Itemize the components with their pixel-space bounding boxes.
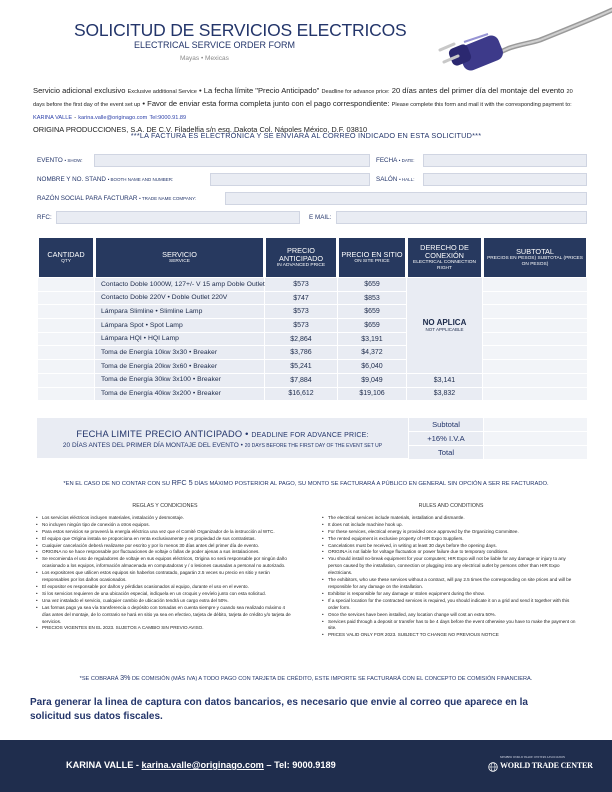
header-onsite-main: PRECIO EN SITIO xyxy=(341,249,403,259)
booth-label-en: • BOOTH NAME AND NUMBER: xyxy=(107,177,174,182)
list-item: • Los expositores que utilicen estos equipos sin haberlos contratado, pagarán 2.5 veces su precio en sitio y serán responsables por los daños ocasionados. xyxy=(36,570,294,584)
list-item: • Los servicios eléctricos incluyen materiales, instalación y desmontaje. xyxy=(36,515,294,522)
contact-email-link[interactable]: karina.valle@originago.com xyxy=(78,115,148,121)
company-label xyxy=(37,192,196,205)
rfc-note xyxy=(0,478,612,487)
list-item: • Once the services have been installed, any location change will cost an extra 50%. xyxy=(322,612,580,619)
list-item: • Las formas pago ya sea vía transferencia o depósito con tomadas en cuenta siempre y cuando sea realizado máximo 4 días antes del montaje, de lo contrario se hará en sitio ya sea en efectivo, tarjeta de débito, tarjeta de crédito y/o tarjeta de servicios. xyxy=(36,605,294,626)
rfc-note-big: RFC 5 xyxy=(171,478,193,487)
service-cell: Contacto Doble 220V • Doble Outlet 220V xyxy=(95,292,264,306)
list-item: • El expositor es responsable por daños y pérdidas ocasionados al equipo, durante el uso en el evento. xyxy=(36,584,294,591)
deadline-box xyxy=(37,418,408,458)
company-label-es: RAZÓN SOCIAL PARA FACTURAR xyxy=(37,195,138,202)
header-onsite-price xyxy=(338,237,406,278)
subtotal-cell xyxy=(483,388,587,402)
header-subtotal-main: SUBTOTAL xyxy=(516,246,554,256)
footer-tel: – Tel: 9000.9189 xyxy=(266,760,336,770)
fee-note-big: 3% xyxy=(120,673,131,682)
deadline-line2-en: 20 DAYS BEFORE THE FIRST DAY OF THE EVENT SET UP xyxy=(244,443,383,449)
qty-cell[interactable] xyxy=(38,278,94,292)
header-service xyxy=(95,237,264,278)
date-label-es: FECHA xyxy=(376,157,397,164)
company-label-en: • TRADE NAME COMPANY: xyxy=(139,196,197,201)
advance-price-cell: $747 xyxy=(265,292,337,306)
connection-cell: $3,141 xyxy=(407,374,482,388)
header-connection-main: DERECHO DE CONEXIÓN xyxy=(420,242,469,260)
power-plug-icon xyxy=(430,0,612,72)
deadline-line2-es: 20 DÍAS ANTES DEL PRIMER DÍA MONTAJE DEL EVENTO • xyxy=(62,442,243,449)
advance-price-cell: $7,884 xyxy=(265,374,337,388)
onsite-price-cell: $659 xyxy=(338,305,406,319)
rules-es-list xyxy=(36,515,294,632)
list-item: • PRECIOS VIGENTES EN EL 2023. SUJETOS A CAMBIO SIN PREVIO AVISO. xyxy=(36,625,294,632)
not-applicable-cell xyxy=(407,278,482,374)
service-cell: Lámpara Slimline • Slimline Lamp xyxy=(95,305,264,319)
connection-cell: $3,832 xyxy=(407,388,482,402)
table-row xyxy=(38,292,587,306)
qty-cell[interactable] xyxy=(38,319,94,333)
table-row xyxy=(38,360,587,374)
list-item: • No incluyen ningún tipo de conexión a otros equipos. xyxy=(36,522,294,529)
hall-label xyxy=(376,173,414,186)
list-item: • Cualquier cancelación deberá realizarse por escrito y por lo menos 30 días antes del primer día de evento. xyxy=(36,543,294,550)
header-service-main: SERVICIO xyxy=(162,249,197,259)
qty-cell[interactable] xyxy=(38,305,94,319)
service-cell: Contacto Doble 1000W, 127+/- V 15 amp Doble Outlet xyxy=(95,278,264,292)
table-row xyxy=(38,388,587,402)
rfc-field[interactable] xyxy=(56,211,300,224)
page-title: SOLICITUD DE SERVICIOS ELECTRICOS xyxy=(74,20,407,40)
event-label-es: EVENTO xyxy=(37,157,63,164)
globe-logo-icon xyxy=(488,762,498,772)
deadline-line2 xyxy=(37,442,408,449)
onsite-price-cell: $853 xyxy=(338,292,406,306)
table-row xyxy=(38,278,587,292)
service-cell: Lámpara HQI • HQI Lamp xyxy=(95,333,264,347)
header-advance-price xyxy=(265,237,337,278)
onsite-price-cell: $659 xyxy=(338,278,406,292)
intro-p3: 20 días antes del primer día del montaje del evento xyxy=(391,86,565,95)
rules-en-list xyxy=(322,515,580,639)
list-item: • Para estos servicios se proveerá la energía eléctrica una vez que el Comité Organizador de la instrucción al WTC. xyxy=(36,529,294,536)
table-row xyxy=(38,319,587,333)
list-item: • ORIGINA is not liable for voltage fluctuation or power failure due to temporary conditions. xyxy=(322,549,580,556)
service-cell: Toma de Energía 10kw 3x30 • Breaker xyxy=(95,346,264,360)
list-item: • The rented equipment is exclusive property of HIR Expo Suppliers. xyxy=(322,536,580,543)
subtotal-cell xyxy=(483,292,587,306)
event-label xyxy=(37,154,83,167)
wtc-name: WORLD TRADE CENTER xyxy=(500,761,593,770)
table-row xyxy=(38,333,587,347)
intro-p1-en: Exclusive additional Service xyxy=(127,89,197,95)
subtotal-cell xyxy=(483,374,587,388)
company-field[interactable] xyxy=(225,192,587,205)
subtotal-cell xyxy=(483,333,587,347)
page-subtitle: ELECTRICAL SERVICE ORDER FORM xyxy=(134,40,296,50)
subtotal-cell xyxy=(483,278,587,292)
qty-cell[interactable] xyxy=(38,346,94,360)
header-connection-sub: ELECTRICAL CONNECTION RIGHT xyxy=(413,259,476,271)
advance-price-cell: $573 xyxy=(265,305,337,319)
date-label-en: • DATE: xyxy=(398,158,415,163)
list-item: • Una vez instalado el servicio, cualquier cambio de ubicación tendrá un cargo extra del 50%. xyxy=(36,598,294,605)
onsite-price-cell: $6,040 xyxy=(338,360,406,374)
rules-spanish xyxy=(36,503,294,632)
qty-cell[interactable] xyxy=(38,360,94,374)
service-cell: Toma de Energía 20kw 3x60 • Breaker xyxy=(95,360,264,374)
rules-en-title: RULES AND CONDITIONS xyxy=(418,503,484,509)
services-table xyxy=(37,237,588,401)
rfc-note-post: DÍAS MÁXIMO POSTERIOR AL PAGO, SU MONTO SE FACTURARÁ A PÚBLICO EN GENERAL SIN OPCIÓN A SER RE FACTURADO. xyxy=(194,481,549,487)
header-qty xyxy=(38,237,94,278)
fee-note-pre: *SE COBRARÁ xyxy=(79,676,119,682)
wtc-logo xyxy=(488,754,592,780)
subtotal-label: Subtotal xyxy=(409,418,483,431)
header-connection-right xyxy=(407,237,482,278)
list-item: • You should install no-break equipment for your computers; HIR Expo will not be liable for any damage or injury to any person caused by the installation, connection or plugging into any electrical outlet by persons other than HIR Expo electricians. xyxy=(322,556,580,577)
list-item: • The electrical services include materials, installation and dismantle. xyxy=(322,515,580,522)
total-label: Total xyxy=(409,446,483,459)
intro-p4: • Favor de enviar esta forma completa junto con el pago correspondiente: xyxy=(142,99,390,108)
email-field[interactable] xyxy=(336,211,587,224)
not-applicable-label: NO APLICA xyxy=(422,317,467,327)
capture-line-instructions: Para generar la linea de captura con datos bancarios, es necesario que envie al correo que aparece en la solicitud sus datos fiscales. xyxy=(30,697,528,722)
intro-p2-en: Deadline for advance price: xyxy=(321,89,390,95)
booth-label xyxy=(37,173,173,186)
hall-label-en: • HALL: xyxy=(399,177,415,182)
iva-value xyxy=(484,432,587,445)
booth-field[interactable] xyxy=(210,173,370,186)
footer-name: KARINA VALLE xyxy=(66,760,134,770)
rfc-label: RFC: xyxy=(37,214,52,221)
event-label-en: • SHOW: xyxy=(64,158,83,163)
contact-name: KARINA VALLE xyxy=(33,115,73,121)
list-item: • ORIGINA no se hace responsable por fluctuaciones de voltaje o fallas de poder ajenas a sus instalaciones. xyxy=(36,549,294,556)
footer-email-link[interactable]: karina.valle@originago.com xyxy=(141,760,264,770)
list-item: • Se recomienda el uso de reguladores de voltaje en sus equipos eléctricos, Origina no será responsable por ningún daño ocasionado a los equipos, información almacenada en computadoras y / o lesiones causadas a personal no autorizado. xyxy=(36,556,294,570)
location-text: Mayas • Mexicas xyxy=(180,55,229,62)
list-item: • El equipo que Origina instala se proporciona en renta exclusivamente y es propiedad de sus contratistas. xyxy=(36,536,294,543)
subtotal-value xyxy=(484,418,587,431)
advance-price-cell: $5,241 xyxy=(265,360,337,374)
intro-p4-en: Please complete this form and mail it with the corresponding payment to: xyxy=(391,102,572,108)
qty-cell[interactable] xyxy=(38,292,94,306)
advance-price-cell: $16,612 xyxy=(265,388,337,402)
advance-price-cell: $573 xyxy=(265,278,337,292)
qty-cell[interactable] xyxy=(38,388,94,402)
hall-field[interactable] xyxy=(423,173,587,186)
invoice-notice: ***LA FACTURA ES ELECTRÓNICA Y SE ENVIARÁ AL CORREO INDICADO EN ESTA SOLICITUD*** xyxy=(130,131,482,140)
header-subtotal xyxy=(483,237,587,278)
service-cell: Toma de Energía 30kw 3x100 • Breaker xyxy=(95,374,264,388)
intro-p1: Servicio adicional exclusivo xyxy=(33,86,126,95)
header-advance-sub: IN ADVANCED PRICE xyxy=(276,262,326,268)
booth-label-es: NOMBRE Y NO. STAND xyxy=(37,176,106,183)
header-service-sub: SERVICE xyxy=(169,258,190,264)
footer-contact: KARINA VALLE - karina.valle@originago.com – Tel: 9000.9189 xyxy=(66,760,336,770)
commission-note xyxy=(0,673,612,682)
iva-label: +16% I.V.A xyxy=(409,432,483,445)
service-cell: Lámpara Spot • Spot Lamp xyxy=(95,319,264,333)
intro-p2: • La fecha límite "Precio Anticipado" xyxy=(199,86,320,95)
subtotal-cell xyxy=(483,346,587,360)
total-value xyxy=(484,446,587,459)
header-qty-sub: QTY xyxy=(61,258,71,264)
onsite-price-cell: $9,049 xyxy=(338,374,406,388)
table-row xyxy=(38,305,587,319)
list-item: • The exhibitors, who use these services without a contract, will pay 2.5 times the corresponding on site prices and will be responsible for any damage on the installation. xyxy=(322,577,580,591)
advance-price-cell: $3,786 xyxy=(265,346,337,360)
fee-note-post: DE COMISIÓN (MÁS IVA) A TODO PAGO CON TARJETA DE CRÉDITO, ESTE IMPORTE SE FACTURARÁ CON EL CONCEPTO DE COMISIÓN FINANCIERA. xyxy=(132,676,533,682)
list-item: • Si los servicios requieren de una ubicación especial, indíquela en un croquis y envíelo junto con esta solicitud. xyxy=(36,591,294,598)
subtotal-cell xyxy=(483,305,587,319)
onsite-price-cell: $4,372 xyxy=(338,346,406,360)
wtc-member-text: MEMBER WORLD TRADE CENTERS ASSOCIATION xyxy=(500,756,566,759)
header-onsite-sub: ON SITE PRICE xyxy=(354,258,390,264)
qty-cell[interactable] xyxy=(38,374,94,388)
deadline-line1-es: FECHA LIMITE PRECIO ANTICIPADO • xyxy=(76,429,249,439)
company-address: ORIGINA PRODUCCIONES, S.A. DE C.V. Filadelfia s/n esq. Dakota Col. Nápoles México, D.F. 03810 xyxy=(33,125,368,134)
rfc-note-pre: *EN EL CASO DE NO CONTAR CON SU xyxy=(63,481,170,487)
header-subtotal-sub: PRECIOS EN PESOS) SUBTOTAL (PRICES ON PESOS) xyxy=(487,255,583,267)
subtotal-cell xyxy=(483,360,587,374)
advance-price-cell: $573 xyxy=(265,319,337,333)
list-item: • If a special location for the contracted services is required, you should indicate it on a grid and send it together with this order form. xyxy=(322,598,580,612)
subtotal-cell xyxy=(483,319,587,333)
list-item: • Exhibitor is responsible for any damage or stolen equipment during the show. xyxy=(322,591,580,598)
list-item: • PRICES VALID ONLY FOR 2023. SUBJECT TO CHANGE NO PREVIOUS NOTICE xyxy=(322,632,580,639)
onsite-price-cell: $659 xyxy=(338,319,406,333)
hall-label-es: SALÓN xyxy=(376,176,398,183)
list-item: • For these services, electrical energy is provided once approved by the Organizing Committee. xyxy=(322,529,580,536)
list-item: • It does not include machine hook up. xyxy=(322,522,580,529)
header-qty-main: CANTIDAD xyxy=(47,249,85,259)
intro-p3-en: 20 days before the first day of the event set up xyxy=(33,89,573,108)
table-header-row xyxy=(38,237,587,278)
list-item: • Cancelations must be received, in writing at least 30 days before the opening days. xyxy=(322,543,580,550)
deadline-line1-en: DEADLINE FOR ADVANCE PRICE: xyxy=(251,432,369,439)
date-field[interactable] xyxy=(423,154,587,167)
intro-paragraph: Servicio adicional exclusivo Exclusive additional Service • La fecha límite "Precio Anticipado" Deadline for advance price: 20 días antes del primer día del montaje del evento 20 days before the first day of the event set up • Favor de enviar esta forma completa junto con el pago correspondiente: Please complete this form and mail it with the corresponding payment to: KARINA VALLE - karina.valle@originago.com Tel:9000.91.89 ORIGINA PRODUCCIONES, S.A. DE C.V. Filadelfia s/n esq. Dakota Col. Nápoles México, D.F. 03810 xyxy=(33,86,573,134)
service-cell: Toma de Energía 40kw 3x200 • Breaker xyxy=(95,388,264,402)
contact-tel: Tel:9000.91.89 xyxy=(149,115,187,121)
advance-price-cell: $2,864 xyxy=(265,333,337,347)
date-label xyxy=(376,154,415,167)
deadline-line1 xyxy=(37,429,408,439)
event-field[interactable] xyxy=(94,154,370,167)
rules-es-title: REGLAS Y CONDICIONES xyxy=(132,503,198,509)
email-label: E MAIL: xyxy=(309,214,332,221)
onsite-price-cell: $3,191 xyxy=(338,333,406,347)
not-applicable-en: NOT APPLICABLE xyxy=(425,326,464,332)
rules-english xyxy=(322,503,580,639)
onsite-price-cell: $19,106 xyxy=(338,388,406,402)
qty-cell[interactable] xyxy=(38,333,94,347)
table-row xyxy=(38,346,587,360)
header-advance-main: PRECIO ANTICIPADO xyxy=(278,245,324,263)
list-item: • Services paid through a deposit or transfer has to be 4 days before the event otherwise you have to make the payment on site. xyxy=(322,619,580,633)
table-row xyxy=(38,374,587,388)
